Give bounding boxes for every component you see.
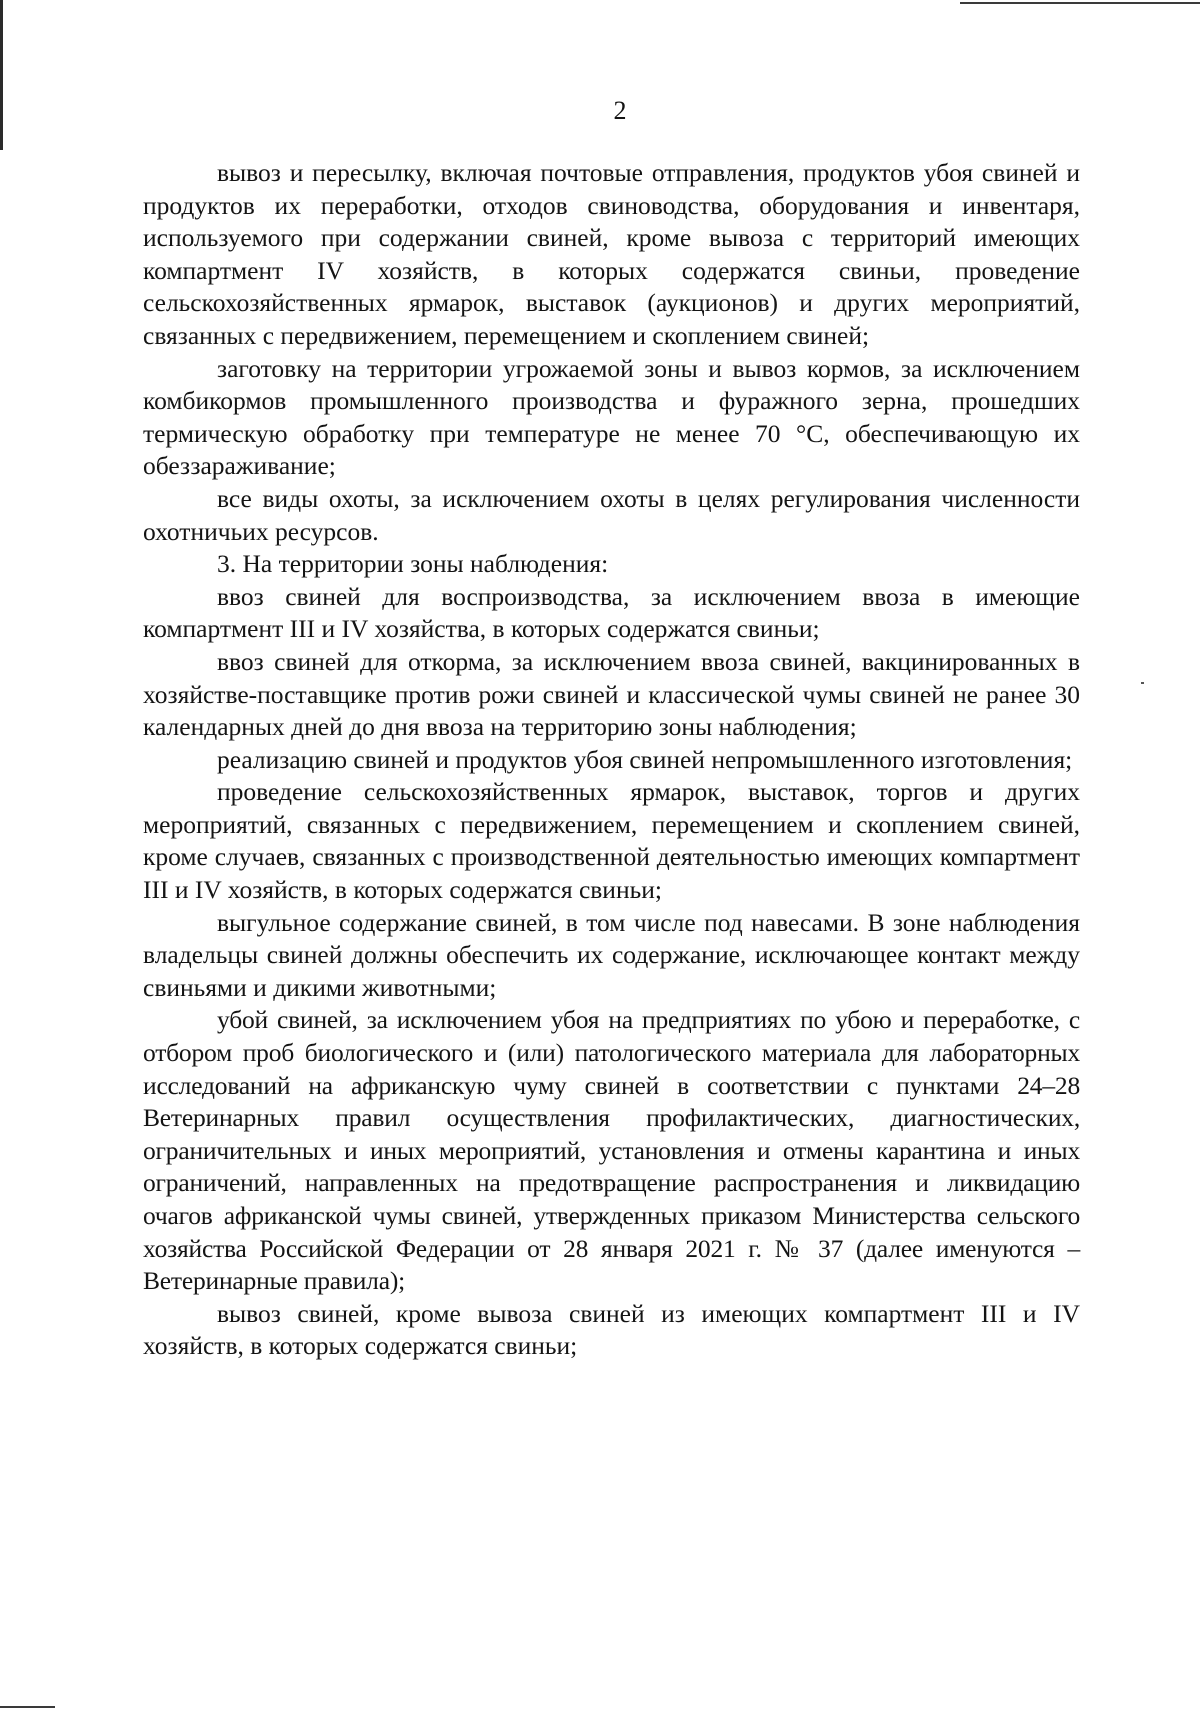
paragraph: ввоз свиней для воспроизводства, за исключением ввоза в имеющие компартмент III и IV хозяйства, в которых содержатся свиньи; <box>143 581 1080 644</box>
page-number: 2 <box>613 96 627 125</box>
paragraph: вывоз и пересылку, включая почтовые отправления, продуктов убоя свиней и продуктов их переработки, отходов свиноводства, оборудования и инвентаря, используемого при содержании свиней, кроме вывоза с территорий имеющих компартмент IV хозяйств, в которых содержатся свиньи, проведение сельскохозяйственных ярмарок, выставок (аукционов) и других мероприятий, связанных с передвижением, перемещением и скоплением свиней; <box>143 158 1080 350</box>
paragraph: проведение сельскохозяйственных ярмарок, выставок, торгов и других мероприятий, связанных с передвижением, перемещением и скоплением свиней, кроме случаев, связанных с производственной деятельностью имеющих компартмент III и IV хозяйств, в которых содержатся свиньи; <box>143 777 1080 905</box>
paragraph: реализацию свиней и продуктов убоя свиней непромышленного изготовления; <box>217 744 1073 774</box>
paragraph: 3. На территории зоны наблюдения: <box>217 549 609 579</box>
paragraph: все виды охоты, за исключением охоты в целях регулирования численности охотничьих ресурсов. <box>143 483 1080 546</box>
scan-edge-top <box>960 2 1200 4</box>
paragraph: ввоз свиней для откорма, за исключением ввоза свиней, вакцинированных в хозяйстве-поставщике против рожи свиней и классической чумы свиней не ранее 30 календарных дней до дня ввоза на территорию зоны наблюдения; <box>143 646 1080 742</box>
paragraph: заготовку на территории угрожаемой зоны и вывоз кормов, за исключением комбикормов промышленного производства и фуражного зерна, прошедших термическую обработку при температуре не менее 70 °С, обеспечивающую их обеззараживание; <box>143 353 1080 481</box>
paragraph: убой свиней, за исключением убоя на предприятиях по убою и переработке, с отбором проб биологического и (или) патологического материала для лабораторных исследований на африканскую чуму свиней в соответствии с пунктами 24–28 Ветеринарных правил осуществления профилактических, диагностических, ограничительных и иных мероприятий, установления и отмены карантина и иных ограничений, направленных на предотвращение распространения и ликвидацию очагов африканской чумы свиней, утвержденных приказом Министерства сельского хозяйства Российской Федерации от 28 января 2021 г. № 37 (далее именуются – Ветеринарные правила); <box>143 1005 1080 1296</box>
paragraph: вывоз свиней, кроме вывоза свиней из имеющих компартмент III и IV хозяйств, в которых содержатся свиньи; <box>143 1298 1080 1361</box>
scan-speck <box>1141 682 1144 684</box>
scan-edge-left <box>0 0 3 150</box>
document-body <box>143 157 1080 1363</box>
scan-edge-bottom <box>0 1706 55 1708</box>
paragraph: выгульное содержание свиней, в том числе под навесами. В зоне наблюдения владельцы свиней должны обеспечить их содержание, исключающее контакт между свиньями и дикими животными; <box>143 907 1080 1002</box>
